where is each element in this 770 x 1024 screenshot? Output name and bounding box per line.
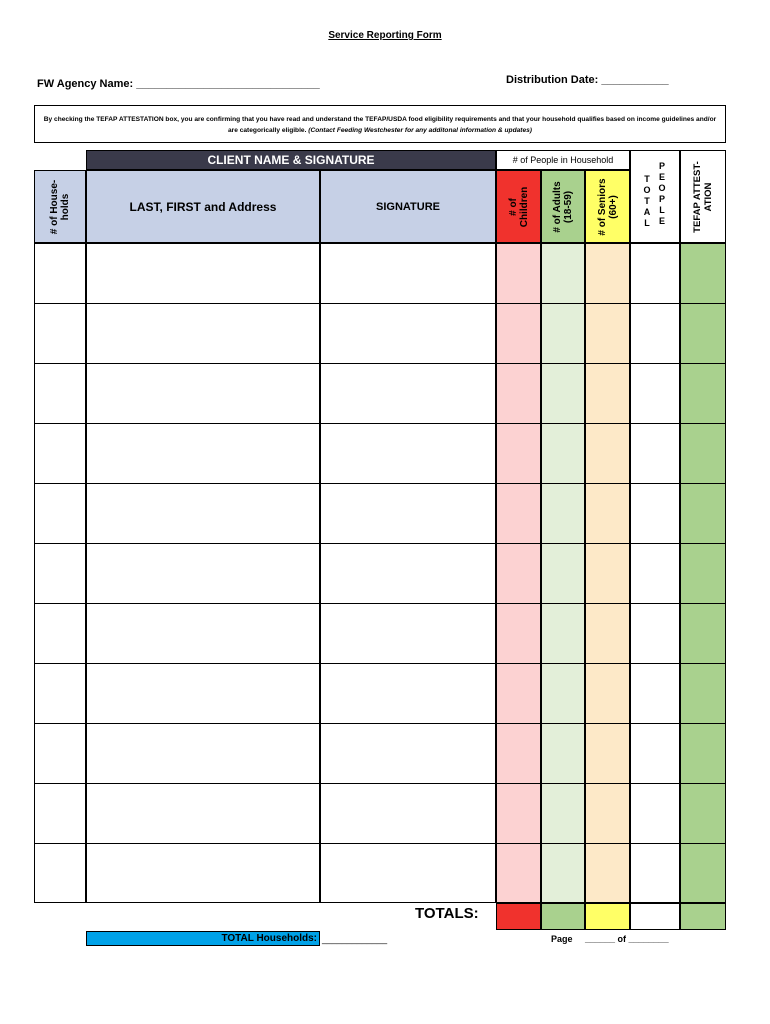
- total-people-cell[interactable]: [630, 363, 680, 424]
- tefap-checkbox-cell[interactable]: [680, 783, 726, 844]
- households-cell[interactable]: [34, 483, 86, 544]
- tefap-total-cell[interactable]: [680, 903, 726, 930]
- children-cell[interactable]: [496, 303, 541, 364]
- adults-cell[interactable]: [541, 783, 585, 844]
- total-people-cell[interactable]: [630, 543, 680, 604]
- name-address-cell[interactable]: [86, 783, 320, 844]
- adults-cell[interactable]: [541, 723, 585, 784]
- children-cell[interactable]: [496, 723, 541, 784]
- name-address-cell[interactable]: [86, 843, 320, 903]
- tefap-attestation-label: TEFAP ATTEST-ATION: [692, 160, 714, 233]
- signature-cell[interactable]: [320, 243, 496, 304]
- households-cell[interactable]: [34, 663, 86, 724]
- adults-cell[interactable]: [541, 543, 585, 604]
- seniors-cell[interactable]: [585, 663, 630, 724]
- children-cell[interactable]: [496, 663, 541, 724]
- seniors-cell[interactable]: [585, 603, 630, 664]
- total-word: T O T A L: [643, 173, 651, 228]
- children-cell[interactable]: [496, 543, 541, 604]
- seniors-cell[interactable]: [585, 783, 630, 844]
- name-address-cell[interactable]: [86, 723, 320, 784]
- children-cell[interactable]: [496, 483, 541, 544]
- seniors-total-cell[interactable]: [585, 903, 630, 930]
- signature-cell[interactable]: [320, 303, 496, 364]
- name-address-cell[interactable]: [86, 483, 320, 544]
- agency-name-label: FW Agency Name: ______________________________: [37, 78, 320, 90]
- name-address-cell[interactable]: [86, 663, 320, 724]
- signature-cell[interactable]: [320, 603, 496, 664]
- tefap-checkbox-cell[interactable]: [680, 363, 726, 424]
- adults-header-label: # of Adults (18-59): [552, 180, 574, 233]
- adults-cell[interactable]: [541, 243, 585, 304]
- seniors-cell[interactable]: [585, 423, 630, 484]
- name-address-cell[interactable]: [86, 243, 320, 304]
- people-in-household-header: # of People in Household: [496, 150, 630, 170]
- total-people-cell[interactable]: [630, 663, 680, 724]
- children-header-label: # of Children: [507, 186, 530, 227]
- adults-cell[interactable]: [541, 603, 585, 664]
- signature-cell[interactable]: [320, 483, 496, 544]
- signature-cell[interactable]: [320, 663, 496, 724]
- households-cell[interactable]: [34, 543, 86, 604]
- total-households-blank[interactable]: _____________: [322, 934, 388, 944]
- seniors-cell[interactable]: [585, 363, 630, 424]
- tefap-notice-contact: (Contact Feeding Westchester for any additonal information & updates): [308, 127, 532, 134]
- signature-cell[interactable]: [320, 423, 496, 484]
- households-header-label: # of House-holds: [49, 179, 71, 234]
- total-people-total-cell[interactable]: [630, 903, 680, 930]
- total-people-cell[interactable]: [630, 603, 680, 664]
- signature-cell[interactable]: [320, 363, 496, 424]
- name-address-header: LAST, FIRST and Address: [86, 170, 320, 243]
- name-address-cell[interactable]: [86, 603, 320, 664]
- tefap-checkbox-cell[interactable]: [680, 603, 726, 664]
- adults-cell[interactable]: [541, 303, 585, 364]
- children-cell[interactable]: [496, 783, 541, 844]
- households-cell[interactable]: [34, 843, 86, 903]
- adults-cell[interactable]: [541, 363, 585, 424]
- signature-header: SIGNATURE: [320, 170, 496, 243]
- adults-cell[interactable]: [541, 423, 585, 484]
- households-header: [34, 170, 86, 243]
- form-title: Service Reporting Form: [328, 30, 442, 41]
- total-people-cell[interactable]: [630, 783, 680, 844]
- tefap-notice-text: By checking the TEFAP ATTESTATION box, you are confirming that you have read and understand the TEFAP/USDA food eligibility requirements and that your household qualifies based on income guidelines and/or are categorically eligible.: [43, 116, 717, 134]
- seniors-cell[interactable]: [585, 723, 630, 784]
- seniors-header-label: # of Seniors (60+): [596, 177, 619, 236]
- tefap-checkbox-cell[interactable]: [680, 663, 726, 724]
- seniors-cell[interactable]: [585, 543, 630, 604]
- page-label: Page: [551, 934, 573, 944]
- signature-cell[interactable]: [320, 783, 496, 844]
- households-cell[interactable]: [34, 303, 86, 364]
- total-households-label: TOTAL Households:: [86, 931, 320, 946]
- tefap-attestation-header: [680, 150, 726, 243]
- tefap-checkbox-cell[interactable]: [680, 303, 726, 364]
- tefap-checkbox-cell[interactable]: [680, 243, 726, 304]
- adults-cell[interactable]: [541, 483, 585, 544]
- people-word: P E O P L E: [658, 161, 666, 226]
- seniors-cell[interactable]: [585, 303, 630, 364]
- page-number-blank[interactable]: ______ of ________: [585, 934, 669, 944]
- children-cell[interactable]: [496, 423, 541, 484]
- client-name-signature-header: CLIENT NAME & SIGNATURE: [86, 150, 496, 170]
- children-cell[interactable]: [496, 363, 541, 424]
- tefap-checkbox-cell[interactable]: [680, 543, 726, 604]
- name-address-cell[interactable]: [86, 423, 320, 484]
- adults-cell[interactable]: [541, 843, 585, 903]
- total-people-cell[interactable]: [630, 483, 680, 544]
- name-address-cell[interactable]: [86, 363, 320, 424]
- adults-header: [541, 170, 585, 243]
- households-cell[interactable]: [34, 603, 86, 664]
- households-cell[interactable]: [34, 723, 86, 784]
- children-total-cell[interactable]: [496, 903, 541, 930]
- households-cell[interactable]: [34, 363, 86, 424]
- adults-total-cell[interactable]: [541, 903, 585, 930]
- adults-cell[interactable]: [541, 663, 585, 724]
- total-people-header: [630, 150, 680, 243]
- households-cell[interactable]: [34, 423, 86, 484]
- seniors-header: [585, 170, 630, 243]
- total-people-cell[interactable]: [630, 843, 680, 903]
- tefap-checkbox-cell[interactable]: [680, 423, 726, 484]
- seniors-cell[interactable]: [585, 483, 630, 544]
- seniors-cell[interactable]: [585, 243, 630, 304]
- signature-cell[interactable]: [320, 843, 496, 903]
- households-cell[interactable]: [34, 783, 86, 844]
- children-cell[interactable]: [496, 843, 541, 903]
- tefap-notice: [34, 105, 726, 143]
- signature-cell[interactable]: [320, 723, 496, 784]
- totals-label: TOTALS:: [415, 905, 479, 922]
- tefap-checkbox-cell[interactable]: [680, 483, 726, 544]
- total-people-cell[interactable]: [630, 723, 680, 784]
- children-cell[interactable]: [496, 603, 541, 664]
- name-address-cell[interactable]: [86, 543, 320, 604]
- children-header: [496, 170, 541, 243]
- total-people-cell[interactable]: [630, 243, 680, 304]
- total-people-cell[interactable]: [630, 303, 680, 364]
- signature-cell[interactable]: [320, 543, 496, 604]
- tefap-checkbox-cell[interactable]: [680, 843, 726, 903]
- children-cell[interactable]: [496, 243, 541, 304]
- tefap-checkbox-cell[interactable]: [680, 723, 726, 784]
- seniors-cell[interactable]: [585, 843, 630, 903]
- name-address-cell[interactable]: [86, 303, 320, 364]
- households-cell[interactable]: [34, 243, 86, 304]
- total-people-cell[interactable]: [630, 423, 680, 484]
- distribution-date-label: Distribution Date: ___________: [506, 74, 669, 86]
